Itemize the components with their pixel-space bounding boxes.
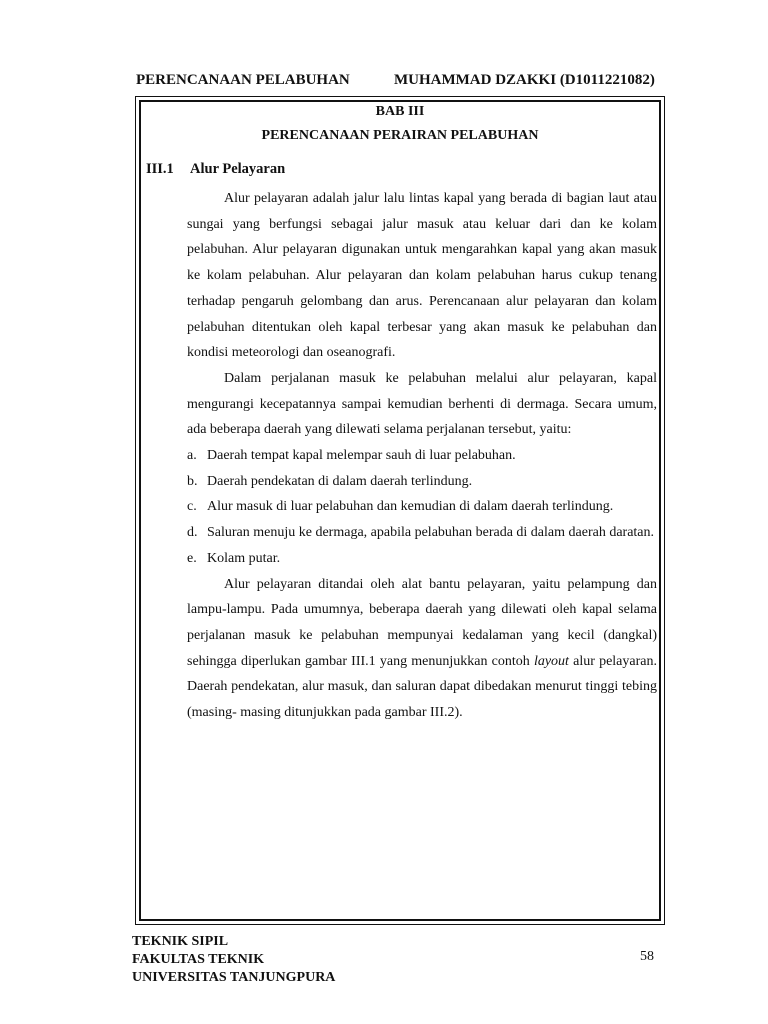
page-footer xyxy=(132,933,335,987)
paragraph: Dalam perjalanan masuk ke pelabuhan melalui alur pelayaran, kapal mengurangi kecepatannya sampai kemudian berhenti di dermaga. Secara umum, ada beberapa daerah yang dilewati selama perjalanan tersebut, yaitu: xyxy=(187,370,657,438)
body-content xyxy=(187,186,657,726)
list-item-text: Daerah pendekatan di dalam daerah terlindung. xyxy=(207,473,473,489)
list-item-label: c. xyxy=(187,499,197,515)
footer-faculty: FAKULTAS TEKNIK xyxy=(132,952,265,967)
list-item-label: e. xyxy=(187,550,197,566)
chapter-number: BAB III xyxy=(375,104,425,119)
page-header xyxy=(136,72,664,92)
area-list xyxy=(187,443,657,572)
section-number: III.1 xyxy=(146,161,174,177)
list-item xyxy=(187,443,657,469)
list-item-label: b. xyxy=(187,473,198,489)
list-item xyxy=(187,494,657,520)
list-item xyxy=(187,469,657,495)
list-item-text: Daerah tempat kapal melempar sauh di luar pelabuhan. xyxy=(207,448,516,464)
header-author: MUHAMMAD DZAKKI (D1011221082) xyxy=(394,72,655,88)
footer-university: UNIVERSITAS TANJUNGPURA xyxy=(132,970,336,985)
header-course-title: PERENCANAAN PELABUHAN xyxy=(136,72,350,88)
list-item xyxy=(187,546,657,572)
list-item-text: Alur masuk di luar pelabuhan dan kemudian di dalam daerah terlindung. xyxy=(207,499,614,515)
section-heading xyxy=(146,161,285,178)
italic-term: layout xyxy=(533,653,569,669)
paragraph-text: alur pelayaran. Daerah pendekatan, alur masuk, dan saluran dapat dibedakan menurut tinggi tebing (masing- masing ditunjukkan pada gambar III.2). xyxy=(187,653,657,721)
chapter-title: PERENCANAAN PERAIRAN PELABUHAN xyxy=(261,128,539,143)
footer-department: TEKNIK SIPIL xyxy=(132,934,229,949)
paragraph-last xyxy=(187,572,657,726)
page-number: 58 xyxy=(640,949,654,964)
list-item-text: Kolam putar. xyxy=(207,550,281,566)
list-item-text: Saluran menuju ke dermaga, apabila pelabuhan berada di dalam daerah daratan. xyxy=(207,525,655,541)
paragraph-text: Alur pelayaran ditandai oleh alat bantu pelayaran, yaitu pelampung dan lampu-lampu. Pada umumnya, beberapa daerah yang dilewati oleh kapal selama perjalanan masuk ke pelabuhan mempunyai kedalaman yang kecil (dangkal) sehingga diperlukan gambar III.1 yang menunjukkan contoh xyxy=(187,576,657,669)
section-title: Alur Pelayaran xyxy=(190,161,286,177)
list-item-label: a. xyxy=(187,448,197,464)
page-frame xyxy=(135,96,665,925)
paragraph: Alur pelayaran adalah jalur lalu lintas kapal yang berada di bagian laut atau sungai yang berfungsi sebagai jalur masuk atau keluar dari dan ke kolam pelabuhan. Alur pelayaran digunakan untuk mengarahkan kapal yang akan masuk ke kolam pelabuhan. Alur pelayaran dan kolam pelabuhan harus cukup tenang terhadap pengaruh gelombang dan arus. Perencanaan alur pelayaran dan kolam pelabuhan ditentukan oleh kapal terbesar yang akan masuk ke pelabuhan dan kondisi meteorologi dan oseanografi. xyxy=(187,191,657,361)
list-item xyxy=(187,520,657,546)
list-item-label: d. xyxy=(187,525,198,541)
